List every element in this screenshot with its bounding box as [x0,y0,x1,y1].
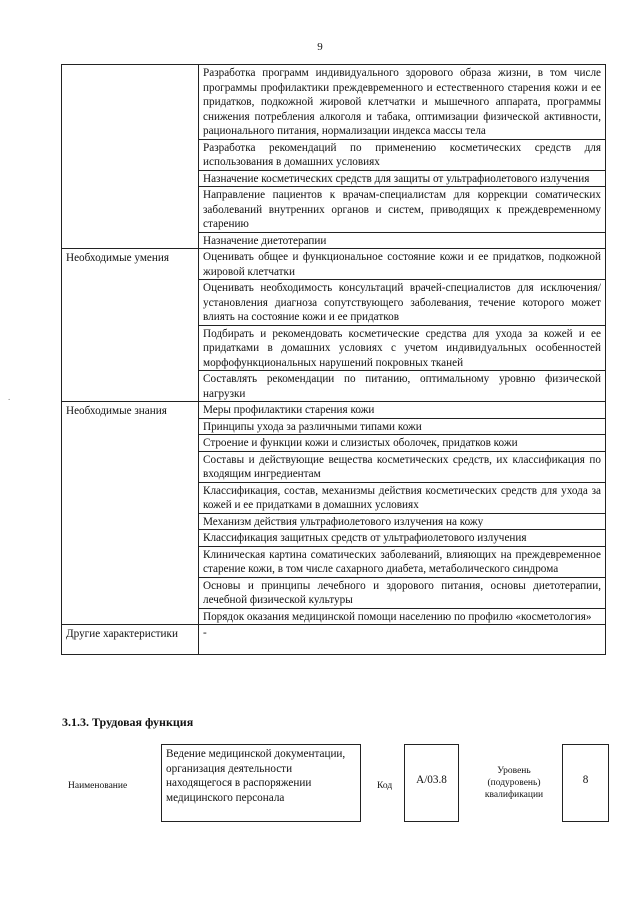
table-cell: Составлять рекомендации по питанию, оптимальному уровню физической нагрузки [199,371,606,402]
table-cell: Классификация защитных средств от ультрафиолетового излучения [199,530,606,547]
row-label [62,65,199,249]
code-box: A/03.8 [404,744,459,822]
level-box: 8 [562,744,609,822]
table-cell: - [199,625,606,655]
table-row [62,65,606,140]
table-cell: Разработка программ индивидуального здорового образа жизни, в том числе программы профилактики преждевременного и естественного старения кожи и ее придатков, подкожной жировой клетчатки и мышечного аппарата, программы снижения потребления алкоголя и табака, оптимизации физической активности, рационального питания, нормализации индекса массы тела [199,65,606,140]
section-heading: 3.1.3. Трудовая функция [62,715,194,729]
table-cell: Оценивать общее и функциональное состояние кожи и ее придатков, подкожной жировой клетчатки [199,249,606,280]
table-cell: Разработка рекомендаций по применению косметических средств для использования в домашних условиях [199,139,606,170]
name-label: Наименование [68,781,128,791]
margin-mark: . [8,392,11,402]
table-row [62,249,606,280]
code-label: Код [377,781,393,791]
table-cell: Классификация, состав, механизмы действия косметических средств для ухода за кожей и ее придатками в домашних условиях [199,482,606,513]
row-label: Другие характеристики [62,625,199,655]
table-cell: Основы и принципы лечебного и здорового питания, основы диетотерапии, лечебной физической культуры [199,577,606,608]
table-row [62,625,606,655]
table-cell: Принципы ухода за различными типами кожи [199,418,606,435]
level-label: Уровень (подуровень) квалификации [484,766,544,800]
function-name-box: Ведение медицинской документации, организация деятельности находящегося в распоряжении медицинского персонала [161,744,361,822]
table-cell: Направление пациентов к врачам-специалистам для коррекции соматических заболеваний внутренних органов и систем, приводящих к преждевременному старению [199,187,606,233]
table-row [62,402,606,419]
table-cell: Порядок оказания медицинской помощи населению по профилю «косметология» [199,608,606,625]
row-label: Необходимые умения [62,249,199,402]
table-cell: Клиническая картина соматических заболеваний, влияющих на преждевременное старение кожи, в том числе сахарного диабета, метаболического синдрома [199,546,606,577]
table-cell: Механизм действия ультрафиолетового излучения на кожу [199,513,606,530]
table-cell: Назначение косметических средств для защиты от ультрафиолетового излучения [199,170,606,187]
table-cell: Оценивать необходимость консультаций врачей-специалистов для исключения/установления диагноза сопутствующего заболевания, течение которого может влиять на состояние кожи и ее придатков [199,280,606,326]
table-cell: Меры профилактики старения кожи [199,402,606,419]
table-cell: Составы и действующие вещества косметических средств, их классификация по входящим ингредиентам [199,451,606,482]
page-number: 9 [317,41,323,53]
table-cell: Строение и функции кожи и слизистых оболочек, придатков кожи [199,435,606,452]
table-cell: Подбирать и рекомендовать косметические средства для ухода за кожей и ее придатками в домашних условиях с учетом индивидуальных особенностей морфофункциональных нарушений покровных тканей [199,325,606,371]
table-cell: Назначение диетотерапии [199,232,606,249]
row-label: Необходимые знания [62,402,199,625]
competency-table [61,64,606,655]
